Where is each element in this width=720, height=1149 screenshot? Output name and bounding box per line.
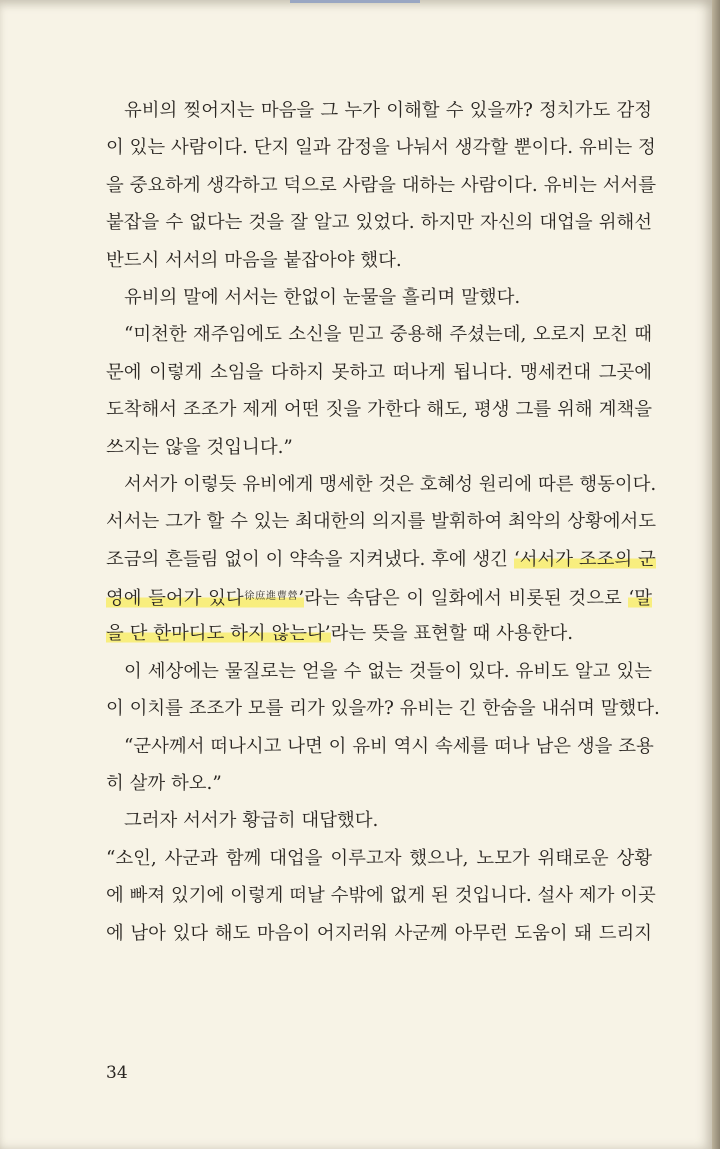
text-line: 을 중요하게 생각하고 덕으로 사람을 대하는 사람이다. 유비는 서서를 (106, 174, 657, 196)
text-line: 에 남아 있다 해도 마음이 어지러워 사군께 아무런 도움이 돼 드리지 (106, 922, 652, 944)
text-line-highlighted (106, 615, 652, 652)
text-line: 에 빠져 있기에 이렇게 떠날 수밖에 없게 된 것입니다. 설사 제가 이곳 (106, 885, 656, 907)
line-text: 라는 뜻을 표현할 때 사용한다. (330, 623, 574, 645)
highlight-close-quote: ’ (298, 588, 305, 610)
text-line: “군사께서 떠나시고 나면 이 유비 역시 속세를 떠나 남은 생을 조용 (124, 735, 654, 757)
page-number: 34 (106, 1063, 128, 1083)
highlighted-text (106, 588, 304, 609)
text-line: 문에 이렇게 소임을 다하지 못하고 떠나게 됩니다. 맹세컨대 그곳에 (106, 361, 652, 383)
text-line: “미천한 재주임에도 소신을 믿고 중용해 주셨는데, 오로지 모친 때 (124, 324, 652, 346)
text-line: 히 살까 하오.” (106, 773, 222, 795)
text-line: 유비의 찢어지는 마음을 그 누가 이해할 수 있을까? 정치가도 감정 (124, 100, 652, 121)
text-line: 붙잡을 수 없다는 것을 잘 알고 있었다. 하지만 자신의 대업을 위해선 (106, 212, 652, 234)
highlighted-text: ‘말 (628, 588, 652, 610)
text-line: 서서가 이렇듯 유비에게 맹세한 것은 호혜성 원리에 따른 행동이다. (124, 473, 657, 495)
text-line-highlighted (106, 578, 652, 615)
text-line-highlighted (106, 541, 656, 578)
line-text: 조금의 흔들림 없이 이 약속을 지켜냈다. 후에 생긴 (106, 548, 514, 570)
text-line: 서서는 그가 할 수 있는 최대한의 의지를 발휘하여 최악의 상황에서도 (106, 511, 657, 533)
text-line: “소인, 사군과 함께 대업을 이루고자 했으나, 노모가 위태로운 상황 (106, 847, 652, 869)
text-line: 유비의 말에 서서는 한없이 눈물을 흘리며 말했다. (124, 286, 521, 308)
text-line: 이 있는 사람이다. 단지 일과 감정을 나눠서 생각할 뿐이다. 유비는 정 (106, 137, 656, 159)
highlighted-text: 을 단 한마디도 하지 않는다’ (106, 623, 331, 645)
highlighted-text: ‘서서가 조조의 군 (513, 548, 656, 570)
hanja-annotation: 徐庶進曹營 (243, 591, 299, 603)
line-text: 라는 속담은 이 일화에서 비롯된 것으로 (304, 588, 629, 610)
highlighted-phrase: 영에 들어가 있다 (106, 588, 244, 610)
text-line: 이 이치를 조조가 모를 리가 있을까? 유비는 긴 한숨을 내쉬며 말했다. (106, 698, 660, 720)
body-text (106, 92, 660, 952)
page-edge-shadow (712, 0, 720, 1149)
page-top-mark (290, 0, 420, 3)
text-line: 이 세상에는 물질로는 얻을 수 없는 것들이 있다. 유비도 알고 있는 (124, 660, 652, 682)
text-line: 도착해서 조조가 제게 어떤 짓을 가한다 해도, 평생 그를 위해 계책을 (106, 399, 652, 421)
text-line: 쓰지는 않을 것입니다.” (106, 436, 293, 458)
text-line: 반드시 서서의 마음을 붙잡아야 했다. (106, 249, 402, 271)
text-line: 그러자 서서가 황급히 대답했다. (124, 810, 379, 832)
